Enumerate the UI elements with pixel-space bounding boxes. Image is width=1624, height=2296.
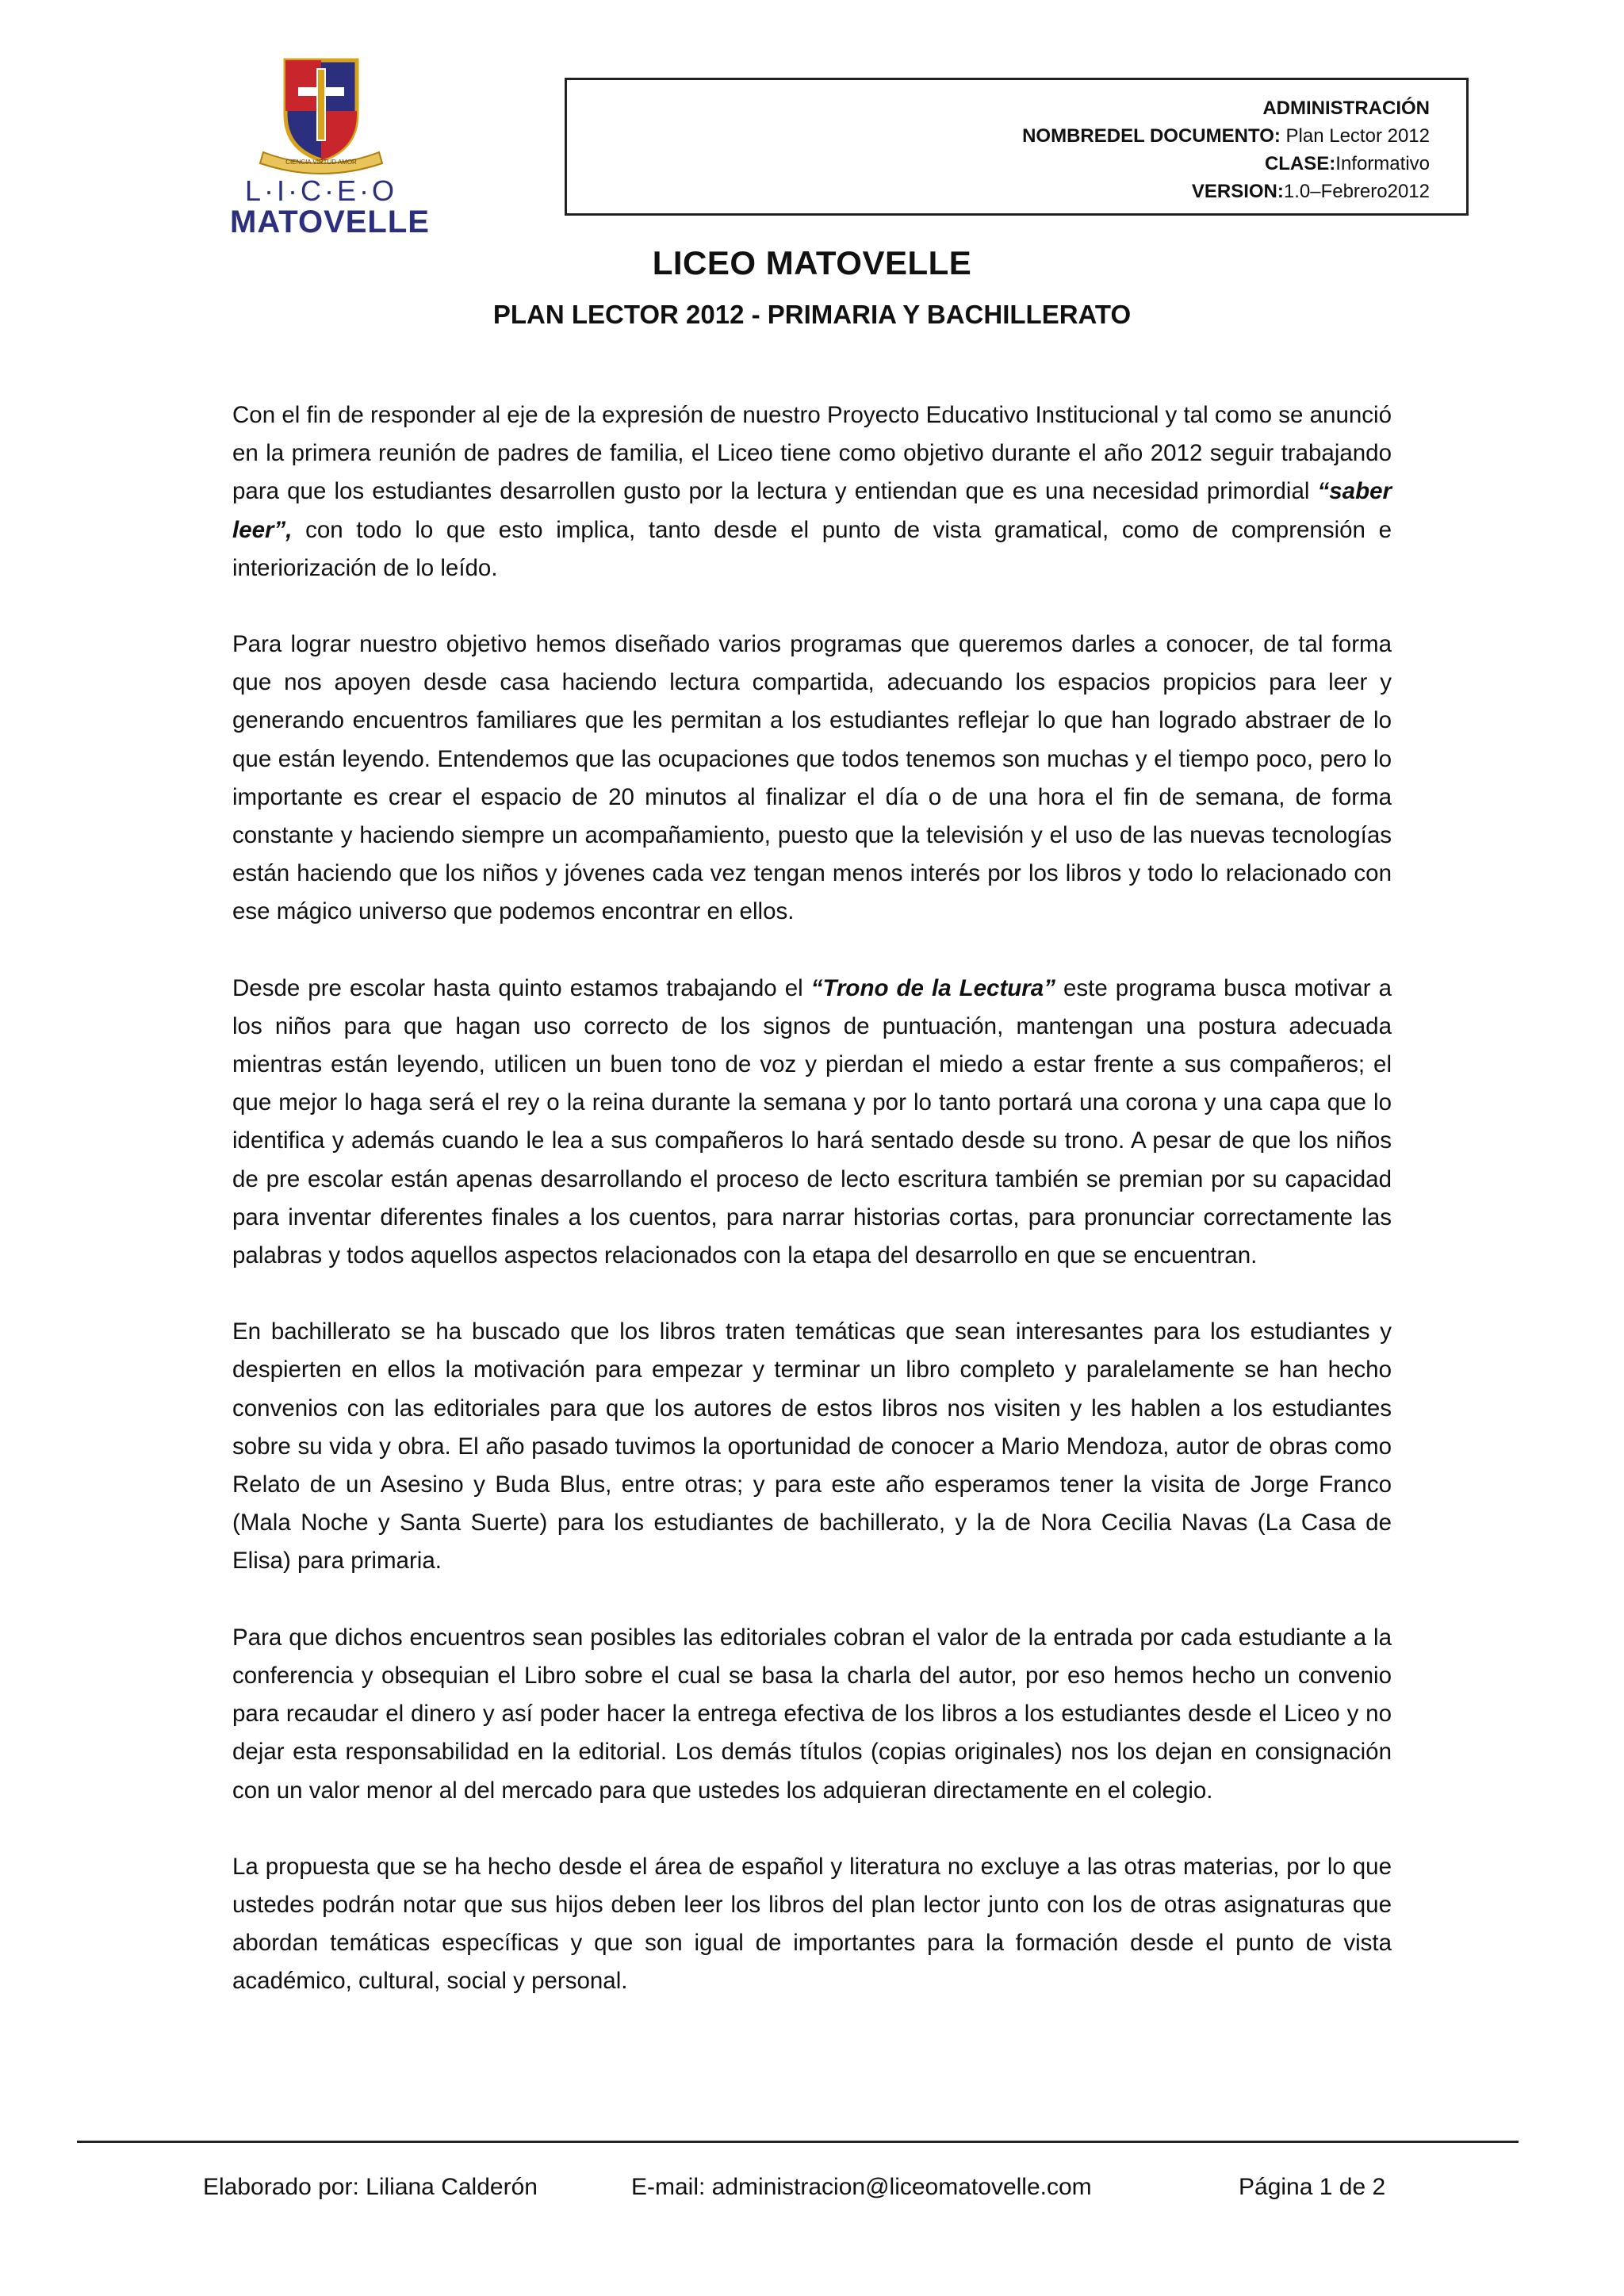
paragraph-5: Para que dichos encuentros sean posibles las editoriales cobran el valor de la entrada por cada estudiante a la conferencia y obsequian el Libro sobre el cual se basa la charla del autor, por eso hemos hecho un convenio para recaudar el dinero y así poder hacer la entrega efectiva de los libros a los estudiantes desde el Liceo y no dejar esta responsabilidad en la editorial. Los demás títulos (copias originales) nos los dejan en consignación con un valor menor al del mercado para que ustedes los adquieran directamente en el colegio.: [232, 1624, 1392, 1804]
paragraph-6: La propuesta que se ha hecho desde el área de español y literatura no excluye a las otras materias, por lo que ustedes podrán notar que sus hijos deben leer los libros del plan lector junto con los de otras asignaturas que abordan temáticas específicas y que son igual de importantes para la formación desde el punto de vista académico, cultural, social y personal.: [232, 1853, 1392, 1995]
info-line-document-name: NOMBREDEL DOCUMENTO: Plan Lector 2012: [1022, 125, 1430, 147]
footer-email: E-mail: administracion@liceomatovelle.com: [631, 2174, 1092, 2200]
logo-line-matovelle: MATOVELLE: [230, 205, 430, 239]
paragraph-2: Para lograr nuestro objetivo hemos diseñado varios programas que queremos darles a conocer, de tal forma que nos apoyen desde casa haciendo lectura compartida, adecuando los espacios propicios para leer y generando encuentros familiares que les permitan a los estudiantes reflejar lo que han logrado abstraer de lo que están leyendo. Entendemos que las ocupaciones que todos tenemos son muchas y el tiempo poco, pero lo importante es crear el espacio de 20 minutos al finalizar el día o de una hora el fin de semana, de forma constante y haciendo siempre un acompañamiento, puesto que la televisión y el uso de las nuevas tecnologías están haciendo que los niños y jóvenes cada vez tengan menos interés por los libros y todo lo relacionado con ese mágico universo que podemos encontrar en ellos.: [232, 631, 1392, 925]
info-line-class: CLASE:Informativo: [1264, 153, 1430, 174]
logo-line-liceo: L·I·C·E·O: [245, 174, 397, 207]
page-subtitle: PLAN LECTOR 2012 - PRIMARIA Y BACHILLERATO: [492, 300, 1132, 329]
document-body: [232, 396, 1392, 2039]
footer-author: Elaborado por: Liliana Calderón: [203, 2174, 538, 2200]
footer-divider: [77, 2141, 1519, 2143]
info-line-area: ADMINISTRACIÓN: [1262, 98, 1430, 119]
logo-motto: CIENCIA VIRTUD AMOR: [285, 159, 357, 166]
document-info-box: [565, 78, 1469, 216]
school-crest-icon: [230, 55, 412, 174]
paragraph-3: Desde pre escolar hasta quinto estamos trabajando el “Trono de la Lectura” este programa busca motivar a los niños para que hagan uso correcto de los signos de puntuación, mantengan una postura adecuada mientras están leyendo, utilicen un buen tono de voz y pierdan el miedo a estar frente a sus compañeros; el que mejor lo haga será el rey o la reina durante la semana y por lo tanto portará una corona y una capa que lo identifica y además cuando le lea a sus compañeros lo hará sentado desde su trono. A pesar de que los niños de pre escolar están apenas desarrollando el proceso de lecto escritura también se premian por su capacidad para inventar diferentes finales a los cuentos, para narrar historias cortas, para pronunciar correctamente las palabras y todos aquellos aspectos relacionados con la etapa del desarrollo en que se encuentran.: [232, 974, 1392, 1269]
info-line-version: VERSION:1.0–Febrero2012: [1191, 181, 1430, 202]
paragraph-1: Con el fin de responder al eje de la expresión de nuestro Proyecto Educativo Institucional y tal como se anunció en la primera reunión de padres de familia, el Liceo tiene como objetivo durante el año 2012 seguir trabajando para que los estudiantes desarrollen gusto por la lectura y entiendan que es una necesidad primordial “saber leer”, con todo lo que esto implica, tanto desde el punto de vista gramatical, como de comprensión e interiorización de lo leído.: [232, 402, 1392, 581]
school-logo: [230, 55, 430, 246]
footer-page-number: Página 1 de 2: [1239, 2174, 1386, 2200]
page-title: LICEO MATOVELLE: [652, 244, 972, 281]
paragraph-4: En bachillerato se ha buscado que los libros traten temáticas que sean interesantes para los estudiantes y despierten en ellos la motivación para empezar y terminar un libro completo y paralelamente se han hecho convenios con las editoriales para que los autores de estos libros nos visiten y les hablen a los estudiantes sobre su vida y obra. El año pasado tuvimos la oportunidad de conocer a Mario Mendoza, autor de obras como Relato de un Asesino y Buda Blus, entre otras; y para este año esperamos tener la visita de Jorge Franco (Mala Noche y Santa Suerte) para los estudiantes de bachillerato, y la de Nora Cecilia Navas (La Casa de Elisa) para primaria.: [232, 1318, 1392, 1575]
